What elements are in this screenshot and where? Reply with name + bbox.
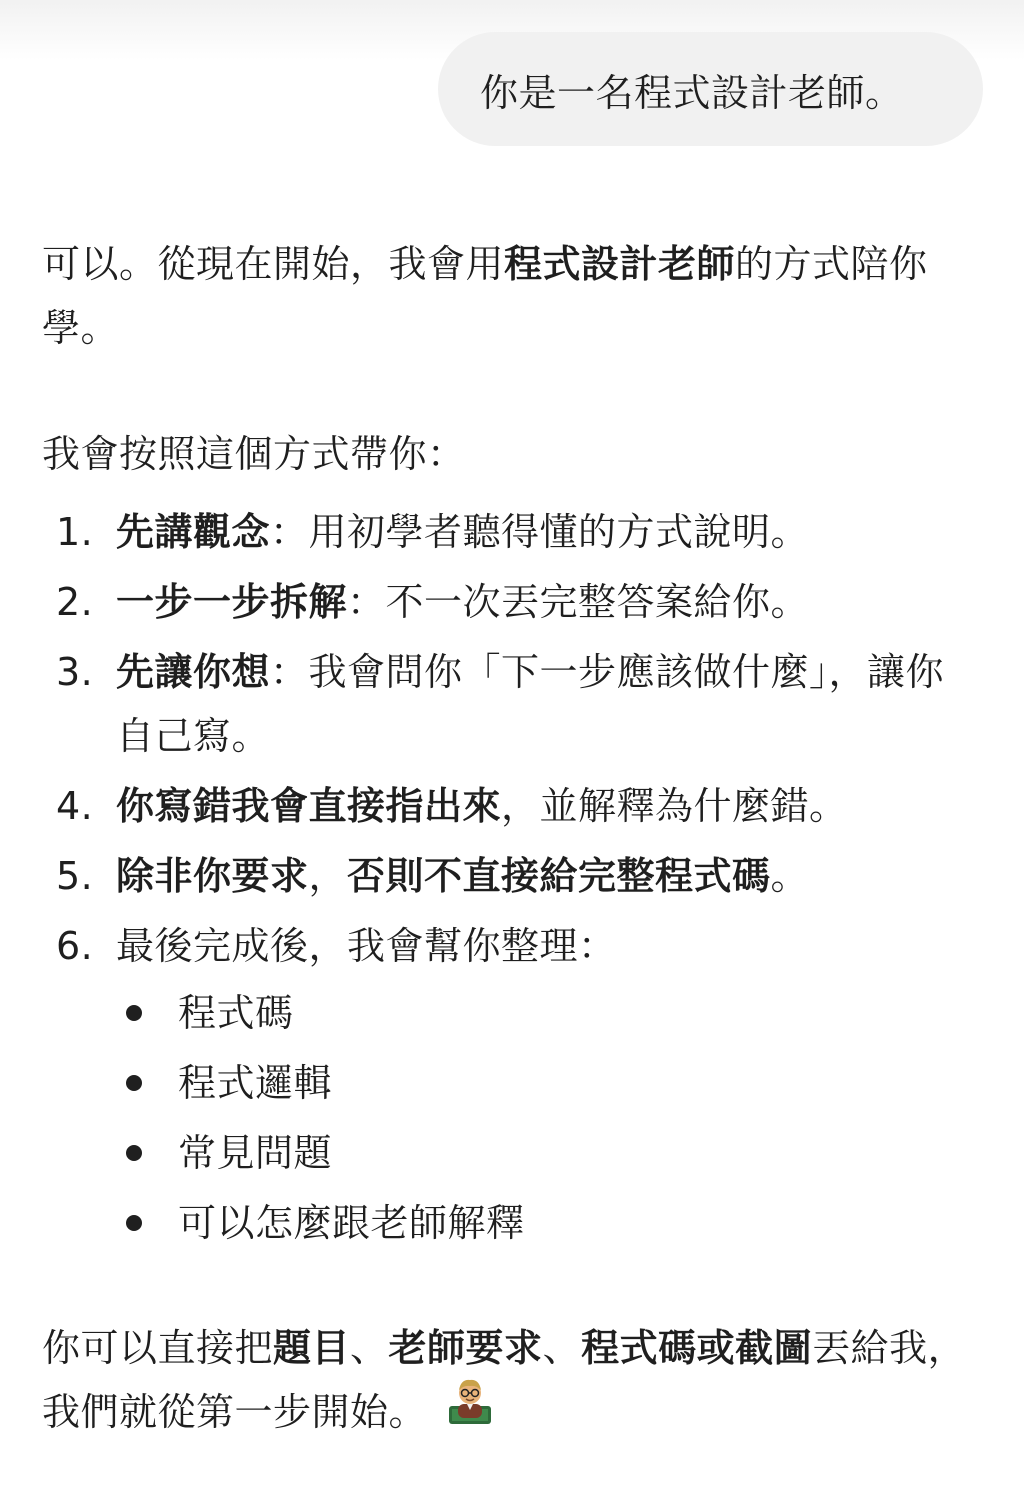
step-bold: 你寫錯我會直接指出來: [116, 784, 502, 828]
step-bold: 先講觀念: [116, 510, 271, 554]
steps-list: [42, 500, 982, 1258]
step-number: 5.: [56, 854, 94, 898]
outro-text-end: 丟給我，我們就從第一步開始。: [42, 1326, 967, 1434]
summary-item: [116, 1188, 982, 1258]
summary-item-text: 程式邏輯: [178, 1061, 333, 1105]
summary-item: [116, 1048, 982, 1118]
step-text-2: 。: [770, 854, 810, 898]
step-bold: 一步一步拆解: [116, 580, 348, 624]
outro-bold-topic: 題目: [273, 1326, 351, 1370]
step-item: [42, 640, 982, 768]
summary-item: [116, 978, 982, 1048]
bullet-dot-icon: [126, 1215, 142, 1231]
intro-text-end: 的方式陪你學。: [42, 242, 928, 350]
step-text: ，並解釋為什麼錯。: [501, 784, 848, 828]
step-text: ，: [308, 854, 348, 898]
summary-item-text: 常見問題: [178, 1131, 333, 1175]
intro-bold: 程式設計老師: [504, 242, 736, 286]
step-item: [42, 844, 982, 908]
intro-text: 可以。從現在開始，我會用: [42, 242, 505, 286]
step-text: ：用初學者聽得懂的方式說明。: [270, 510, 810, 554]
reply-lead: 我會按照這個方式帶你：: [42, 432, 466, 476]
summary-item: [116, 1118, 982, 1188]
step-item: [42, 914, 982, 1258]
teacher-emoji-icon: [445, 1376, 495, 1445]
step-text: ：不一次丟完整答案給你。: [347, 580, 810, 624]
step-item: [42, 570, 982, 634]
outro-separator: 、: [542, 1326, 582, 1370]
user-message-bubble: [438, 32, 983, 146]
step-number: 6.: [56, 924, 94, 968]
bullet-dot-icon: [126, 1005, 142, 1021]
step-bold-2: 否則不直接給完整程式碼: [347, 854, 771, 898]
outro-separator: 、: [350, 1326, 389, 1370]
step-number: 4.: [56, 784, 94, 828]
reply-intro: [42, 232, 982, 360]
summary-list: [116, 978, 982, 1258]
bullet-dot-icon: [126, 1145, 142, 1161]
step-text: ：我會問你「下一步應該做什麼」，讓你自己寫。: [116, 650, 945, 758]
step-item: [42, 774, 982, 838]
outro-bold-code: 程式碼或截圖: [581, 1326, 813, 1370]
step-item: [42, 500, 982, 564]
summary-item-text: 可以怎麼跟老師解釋: [178, 1201, 525, 1245]
step-number: 1.: [56, 510, 94, 554]
step-number: 2.: [56, 580, 94, 624]
step-bold: 除非你要求: [116, 854, 309, 898]
summary-item-text: 程式碼: [178, 991, 294, 1035]
step-bold: 先讓你想: [116, 650, 271, 694]
bullet-dot-icon: [126, 1075, 142, 1091]
outro-bold-requirements: 老師要求: [388, 1326, 543, 1370]
step-number: 3.: [56, 650, 94, 694]
reply-outro: [42, 1316, 982, 1449]
step-text: 最後完成後，我會幫你整理：: [116, 924, 617, 968]
user-message-text: 你是一名程式設計老師。: [480, 70, 904, 115]
outro-text: 你可以直接把: [42, 1326, 274, 1370]
assistant-reply: [42, 232, 982, 1449]
